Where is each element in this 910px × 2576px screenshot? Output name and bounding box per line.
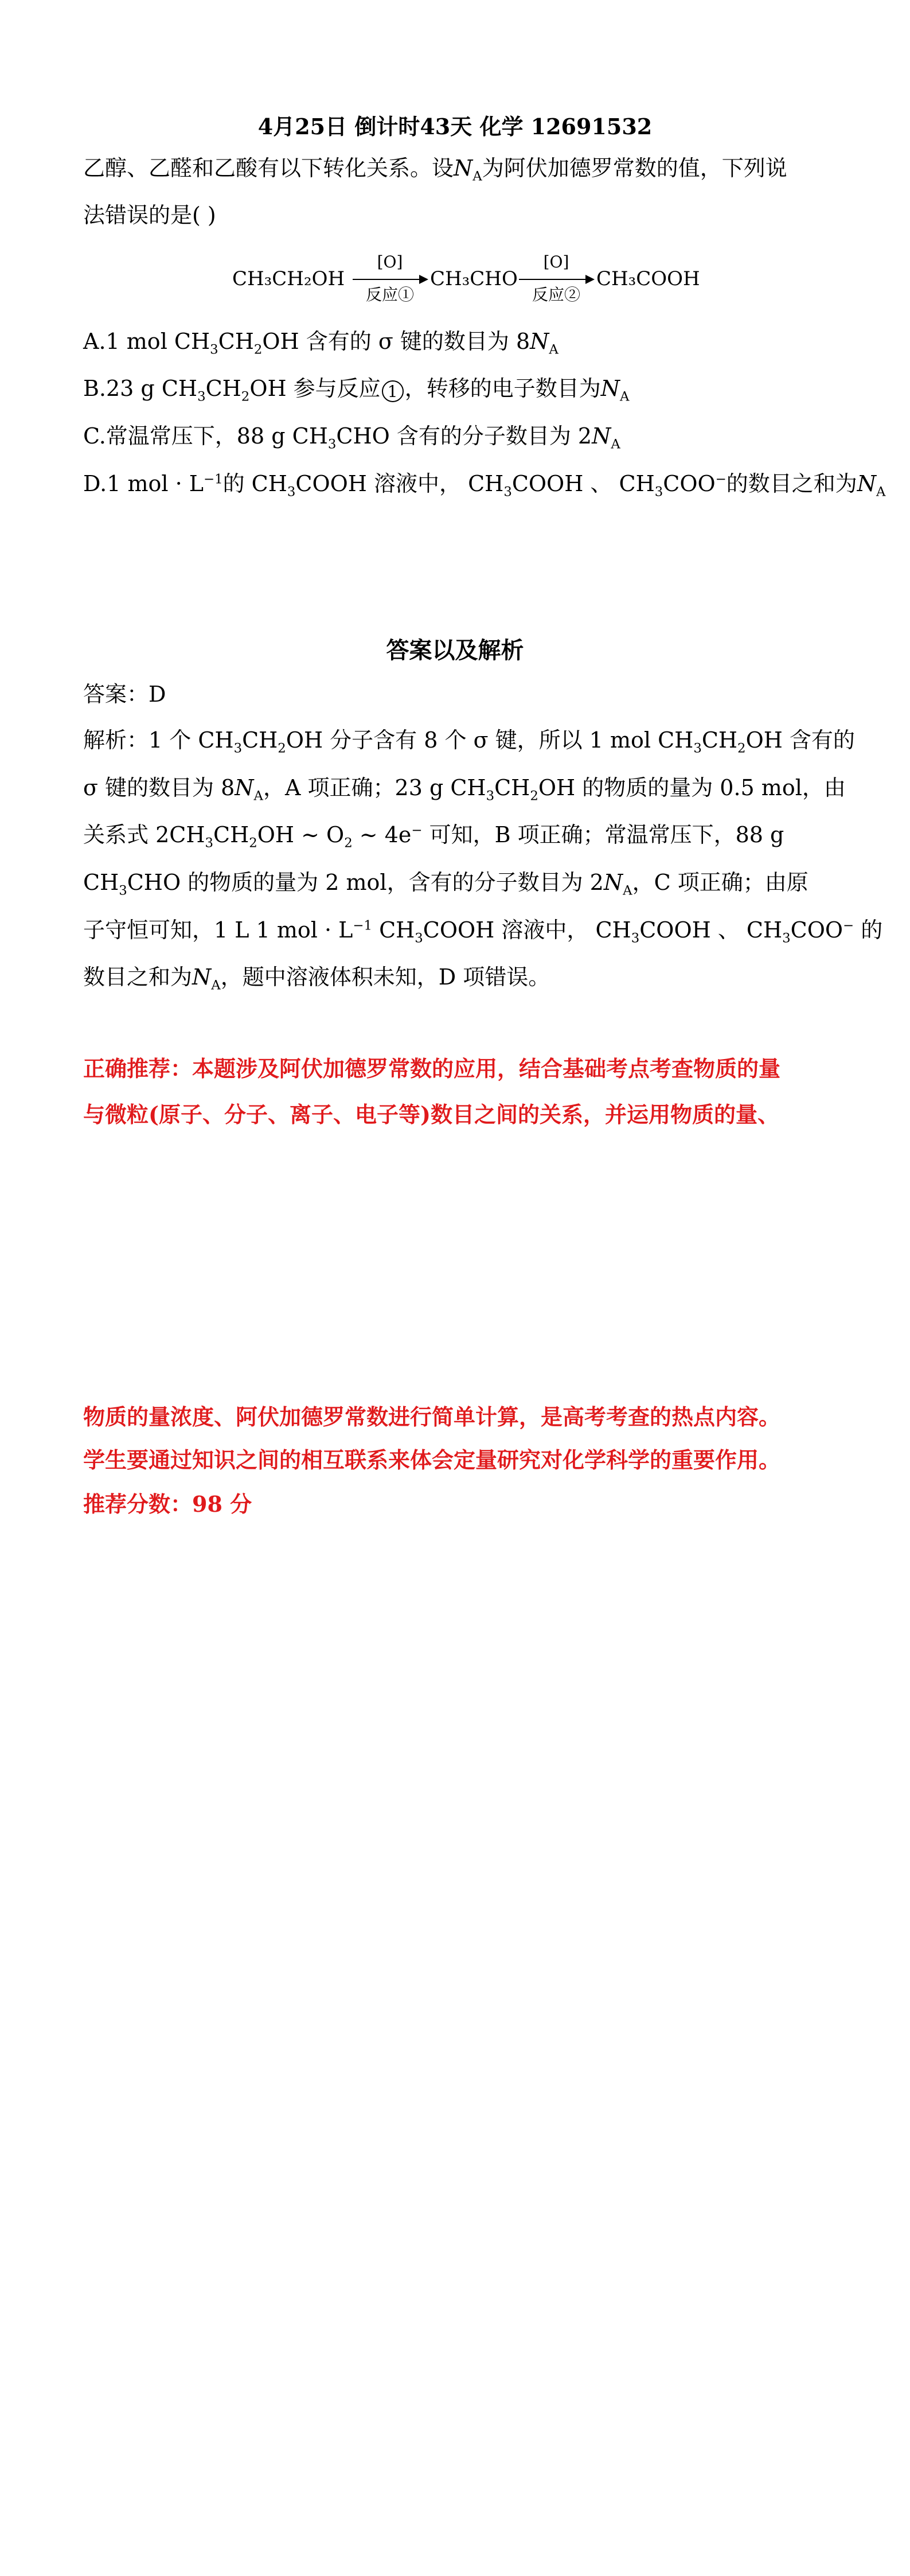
arrow2-condition-top: [O]	[543, 252, 569, 271]
intermediate-formula: CH₃CHO	[430, 267, 518, 290]
explanation-line1: 解析：1 个 $CH_3CH_2OH$ 分子含有 8 个 σ 键，所以 1 mol $CH_3CH_2OH$ 含有的	[83, 727, 855, 756]
arrow2-condition-bottom: 反应②	[532, 285, 580, 304]
option-c: C.常温常压下，88 g $CH_3CHO$ 含有的分子数目为 $2N_A$	[83, 423, 620, 452]
explanation-line5: 子守恒可知，1 L 1 mol · $L^{-1}$ $CH_3COOH$ 溶液中， $CH_3COOH$ 、 $CH_3COO^-$ 的	[83, 917, 883, 946]
page-title: 4月25日 倒计时43天 化学 12691532	[257, 114, 653, 139]
explanation-line2: σ 键的数目为 $8N_A$，A 项正确；23 g $CH_3CH_2OH$ 的物质的量为 0.5 mol，由	[83, 775, 846, 804]
question-stem-line1: 乙醇、乙醛和乙酸有以下转化关系。设$N_A$为阿伏加德罗常数的值，下列说	[83, 155, 787, 184]
option-b: B.23 g $CH_3CH_2OH$ 参与反应 1 ，转移的电子数目为$N_A$	[83, 376, 630, 404]
product-formula: CH₃COOH	[596, 267, 700, 290]
recommendation-score: 推荐分数：98 分	[83, 1491, 252, 1517]
recommendation-line2: 与微粒(原子、分子、离子、电子等)数目之间的关系，并运用物质的量、	[83, 1102, 779, 1127]
explanation-line3: 关系式 $2CH_3CH_2OH$ ~ $O_2$ ~ 4e− 可知，B 项正确；常温常压下，88 g	[83, 822, 784, 851]
explanation-line6: 数目之和为$N_A$，题中溶液体积未知，D 项错误。	[83, 964, 550, 993]
reactant-formula: CH₃CH₂OH	[232, 267, 345, 290]
recommendation-line3: 物质的量浓度、阿伏加德罗常数进行简单计算，是高考考查的热点内容。	[83, 1404, 781, 1430]
circled-number-1: 1	[382, 380, 404, 402]
answer-section-title: 答案以及解析	[386, 637, 524, 664]
arrow1-condition-bottom: 反应①	[365, 285, 414, 304]
option-d: D.1 mol · $L^{-1}$的 $CH_3COOH$ 溶液中， $CH_3COOH$ 、 $CH_3COO^-$的数目之和为$N_A$	[83, 471, 886, 500]
reaction-arrow-2	[519, 279, 588, 280]
answer-line: 答案：D	[83, 682, 166, 707]
reaction-scheme	[232, 252, 700, 304]
option-a: A.1 mol $CH_3CH_2OH$ 含有的 σ 键的数目为 $8N_A$	[83, 329, 559, 357]
recommendation-line1: 正确推荐：本题涉及阿伏加德罗常数的应用，结合基础考点考查物质的量	[83, 1056, 781, 1081]
question-stem-line2: 法错误的是( )	[83, 203, 216, 228]
reaction-arrow-1	[353, 279, 421, 280]
recommendation-line4: 学生要通过知识之间的相互联系来体会定量研究对化学科学的重要作用。	[83, 1447, 781, 1473]
explanation-line4: $CH_3CHO$ 的物质的量为 2 mol，含有的分子数目为 $2N_A$，C 项正确；由原	[83, 870, 809, 898]
arrow1-condition-top: [O]	[377, 252, 403, 271]
